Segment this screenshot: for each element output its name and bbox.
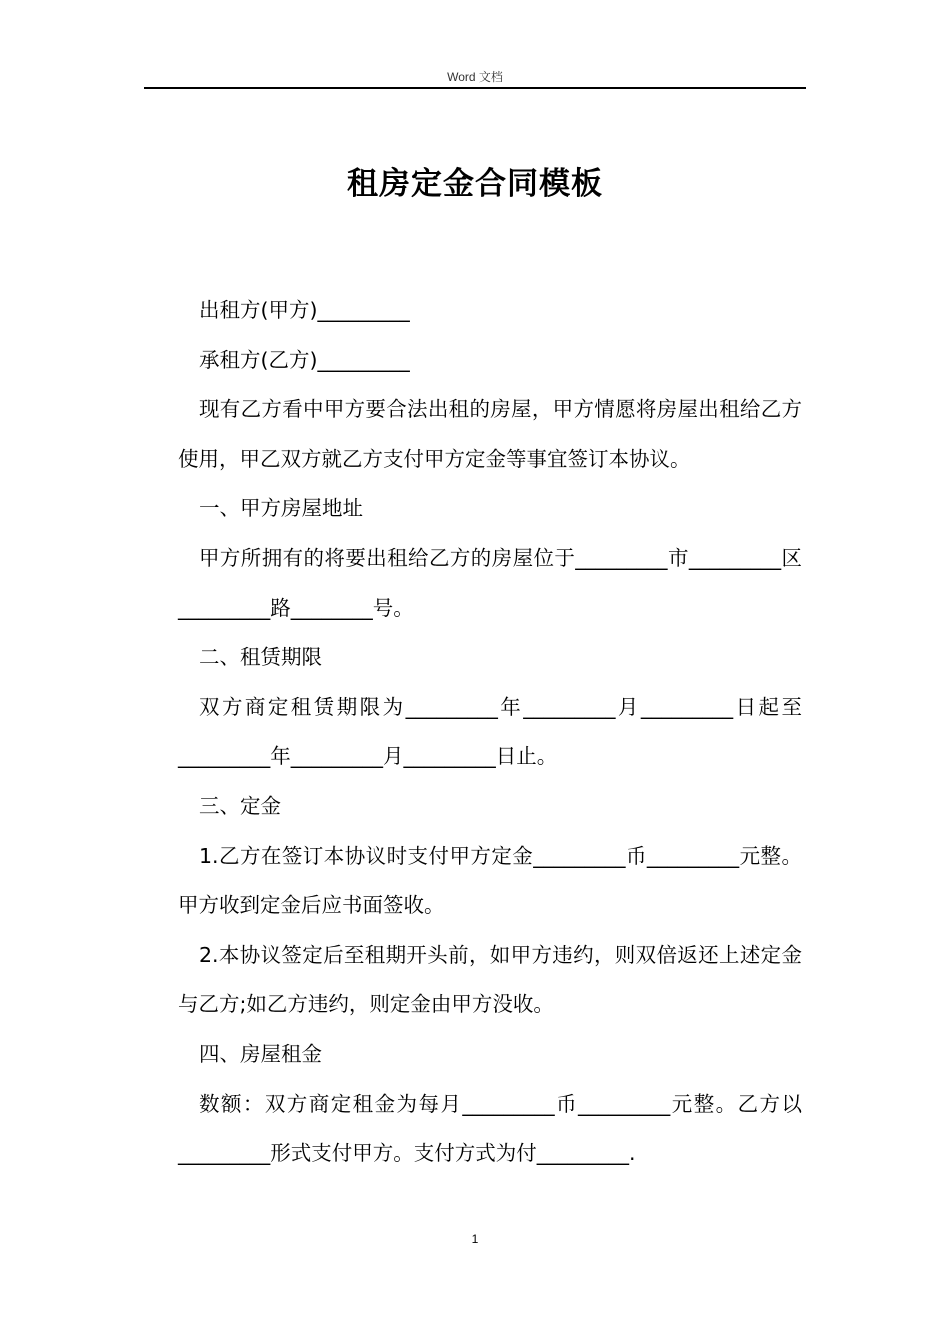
- paragraph-rent: 数额：双方商定租金为每月_________币_________元整。乙方以_________形式支付甲方。支付方式为付_________.: [178, 1091, 802, 1166]
- section-heading-address: 一、甲方房屋地址: [199, 496, 363, 521]
- paragraph-intro: 现有乙方看中甲方要合法出租的房屋，甲方情愿将房屋出租给乙方使用，甲乙双方就乙方支付甲方定金等事宜签订本协议。: [178, 397, 802, 471]
- page-number: 1: [471, 1232, 479, 1246]
- header-divider: [144, 87, 806, 89]
- page-header: Word 文档: [447, 70, 503, 84]
- paragraph-lessee: 承租方(乙方)_________: [199, 347, 410, 372]
- paragraph-term: 双方商定租赁期限为_________年_________月_________日起至_________年_________月_________日止。: [178, 694, 802, 769]
- paragraph-address: 甲方所拥有的将要出租给乙方的房屋位于_________市_________区_________路________号。: [178, 545, 802, 620]
- paragraph-deposit-1: 1.乙方在签订本协议时支付甲方定金_________币_________元整。甲方收到定金后应书面签收。: [178, 843, 802, 918]
- paragraph-lessor: 出租方(甲方)_________: [199, 298, 410, 322]
- section-heading-rent: 四、房屋租金: [199, 1041, 322, 1066]
- paragraph-deposit-2: 2.本协议签定后至租期开头前，如甲方违约，则双倍返还上述定金与乙方;如乙方违约，则定金由甲方没收。: [178, 942, 802, 1017]
- section-heading-term: 二、租赁期限: [199, 645, 322, 670]
- document-body: [178, 286, 802, 1179]
- section-heading-deposit: 三、定金: [199, 793, 281, 818]
- document-title: 租房定金合同模板: [347, 166, 603, 202]
